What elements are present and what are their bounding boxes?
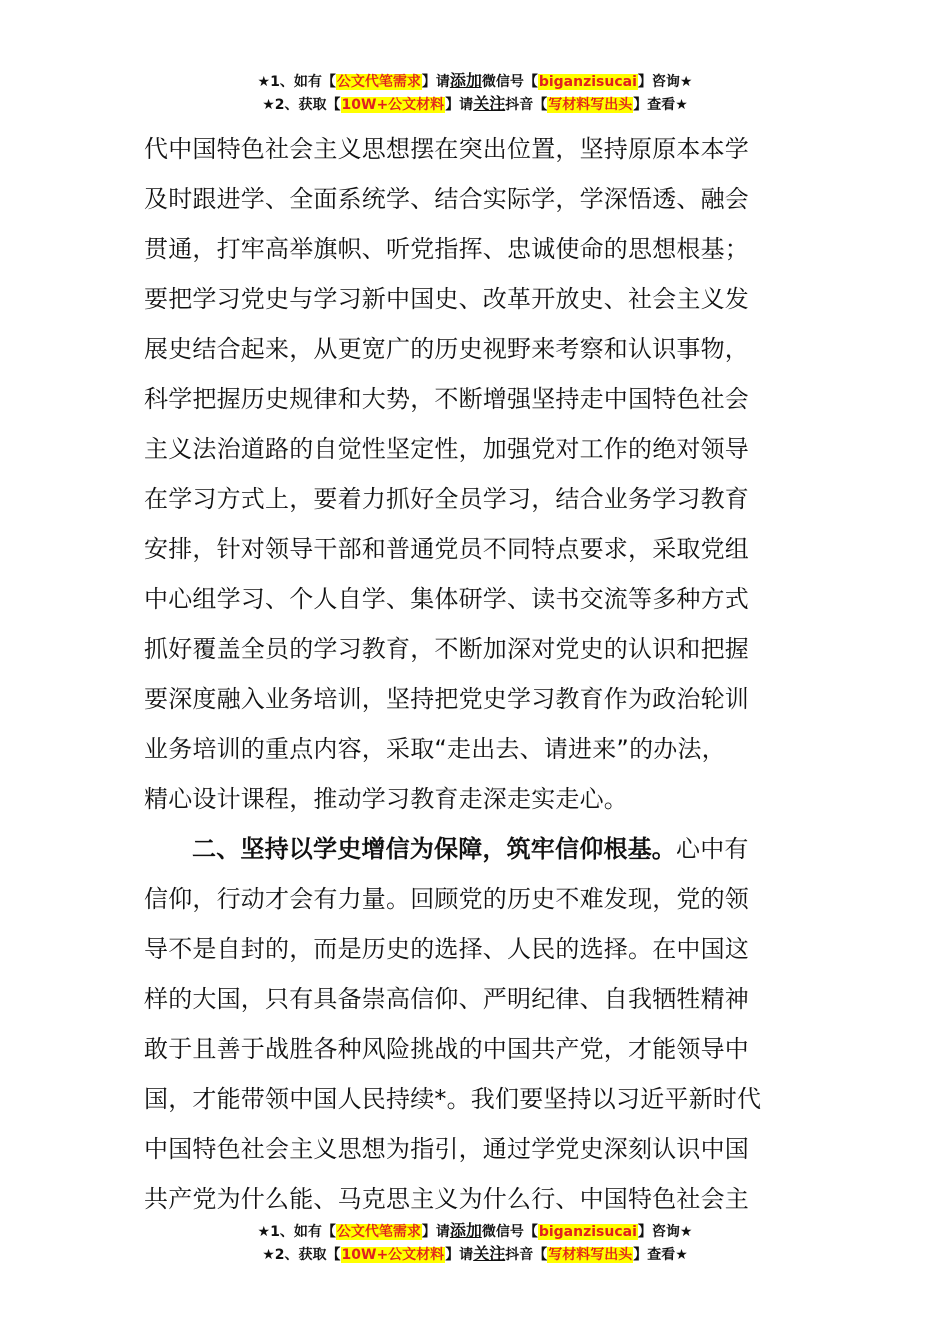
document-body bbox=[144, 124, 824, 1224]
ad-prefix: ★2、获取【 bbox=[262, 1247, 341, 1263]
footer-ad-line-1 bbox=[0, 1221, 950, 1242]
body-line: 导不是自封的，而是历史的选择、人民的选择。在中国这 bbox=[144, 935, 749, 963]
ad-text: 微信号【 bbox=[481, 1224, 538, 1240]
body-line: 贯通，打牢高举旗帜、听党指挥、忠诚使命的思想根基； bbox=[144, 235, 749, 263]
ad-text: 】请 bbox=[421, 74, 450, 90]
ad-highlight: 公文代笔需求 bbox=[336, 1224, 421, 1240]
ad-wechat-id: biganzisucai bbox=[538, 1224, 637, 1240]
ad-suffix: 】查看★ bbox=[633, 97, 688, 113]
ad-suffix: 】咨询★ bbox=[637, 1224, 693, 1240]
ad-text: 】请 bbox=[421, 1224, 450, 1240]
header-ad-line-2 bbox=[0, 94, 950, 115]
body-line: 中国特色社会主义思想为指引，通过学党史深刻认识中国 bbox=[144, 1135, 749, 1163]
ad-wechat-id: biganzisucai bbox=[538, 74, 637, 90]
body-line: 信仰，行动才会有力量。回顾党的历史不难发现，党的领 bbox=[144, 885, 749, 913]
body-line: 代中国特色社会主义思想摆在突出位置，坚持原原本本学 bbox=[144, 135, 749, 163]
body-line: 中心组学习、个人自学、集体研学、读书交流等多种方式 bbox=[144, 585, 749, 613]
section-heading: 二、坚持以学史增信为保障，筑牢信仰根基。 bbox=[192, 835, 676, 863]
header-ad-line-1 bbox=[0, 71, 950, 92]
ad-highlight: 10W+公文材料 bbox=[341, 1247, 445, 1263]
ad-highlight: 10W+公文材料 bbox=[341, 97, 445, 113]
ad-prefix: ★1、如有【 bbox=[257, 1224, 336, 1240]
body-line: 安排，针对领导干部和普通党员不同特点要求，采取党组 bbox=[144, 535, 749, 563]
ad-text: 微信号【 bbox=[481, 74, 538, 90]
ad-suffix: 】咨询★ bbox=[637, 74, 693, 90]
ad-underlined: 添加 bbox=[449, 71, 482, 90]
ad-text: 抖音【 bbox=[505, 97, 548, 113]
body-line: 要把学习党史与学习新中国史、改革开放史、社会主义发 bbox=[144, 285, 749, 313]
ad-text: 抖音【 bbox=[505, 1247, 548, 1263]
ad-douyin-id: 写材料写出头 bbox=[548, 1247, 633, 1263]
ad-text: 】请 bbox=[445, 97, 474, 113]
body-line: 业务培训的重点内容，采取“走出去、请进来”的办法， bbox=[144, 735, 726, 763]
body-line: 抓好覆盖全员的学习教育，不断加深对党史的认识和把握 bbox=[144, 635, 749, 663]
body-line: 样的大国，只有具备崇高信仰、严明纪律、自我牺牲精神 bbox=[144, 985, 749, 1013]
section-heading-rest: 心中有 bbox=[676, 835, 749, 863]
body-line: 科学把握历史规律和大势，不断增强坚持走中国特色社会 bbox=[144, 385, 749, 413]
body-line: 在学习方式上，要着力抓好全员学习，结合业务学习教育 bbox=[144, 485, 749, 513]
body-line: 要深度融入业务培训，坚持把党史学习教育作为政治轮训 bbox=[144, 685, 749, 713]
ad-underlined: 关注 bbox=[473, 94, 506, 113]
body-line: 主义法治道路的自觉性坚定性，加强党对工作的绝对领导 bbox=[144, 435, 749, 463]
ad-douyin-id: 写材料写出头 bbox=[548, 97, 633, 113]
body-line: 共产党为什么能、马克思主义为什么行、中国特色社会主 bbox=[144, 1185, 749, 1213]
body-line: 敢于且善于战胜各种风险挑战的中国共产党，才能领导中 bbox=[144, 1035, 749, 1063]
ad-prefix: ★1、如有【 bbox=[257, 74, 336, 90]
body-line: 展史结合起来，从更宽广的历史视野来考察和认识事物， bbox=[144, 335, 749, 363]
body-line: 及时跟进学、全面系统学、结合实际学，学深悟透、融会 bbox=[144, 185, 749, 213]
section-2-heading-line bbox=[144, 824, 824, 874]
ad-underlined: 关注 bbox=[473, 1244, 506, 1263]
footer-ad-line-2 bbox=[0, 1244, 950, 1265]
body-line: 精心设计课程，推动学习教育走深走实走心。 bbox=[144, 785, 628, 813]
body-line: 国，才能带领中国人民持续*。我们要坚持以习近平新时代 bbox=[144, 1085, 762, 1113]
ad-suffix: 】查看★ bbox=[633, 1247, 688, 1263]
ad-prefix: ★2、获取【 bbox=[262, 97, 341, 113]
ad-text: 】请 bbox=[445, 1247, 474, 1263]
ad-highlight: 公文代笔需求 bbox=[336, 74, 421, 90]
ad-underlined: 添加 bbox=[449, 1221, 482, 1240]
